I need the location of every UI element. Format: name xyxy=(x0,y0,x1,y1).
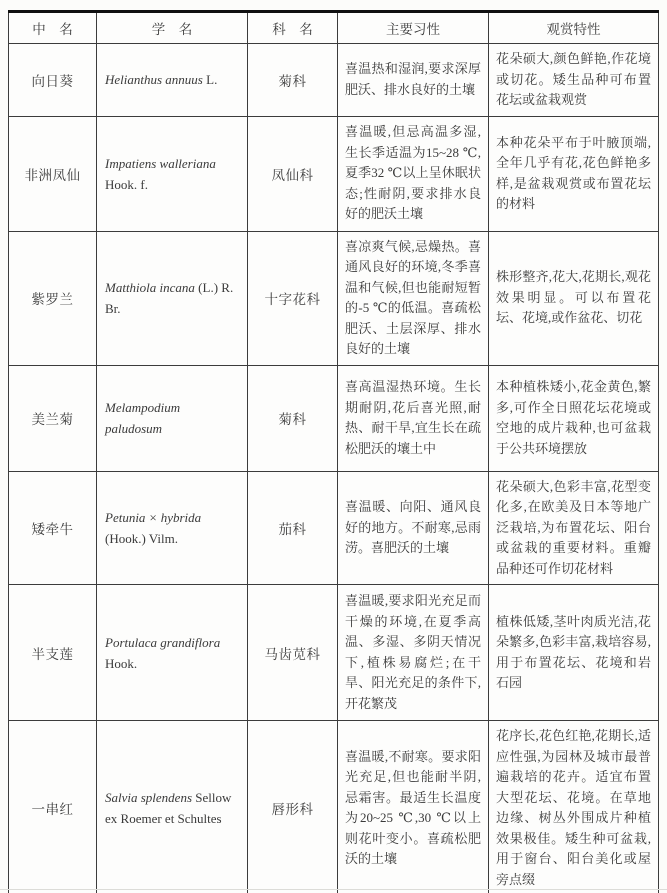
chinese-name-cell: 紫罗兰 xyxy=(9,231,97,365)
family-cell: 唇形科 xyxy=(248,721,338,893)
ornamental-cell: 花序长,花色红艳,花期长,适应性强,为园林及城市最普遍栽培的花卉。适宜布置大型花坛、花境。在草地边缘、树丛外围成片种植效果极佳。矮生种可盆栽,用于窗台、阳台美化或屋旁点缀 xyxy=(489,721,659,893)
header-chinese-name: 中 名 xyxy=(9,12,97,44)
habits-cell: 喜高温湿热环境。生长期耐阴,花后喜光照,耐热、耐干旱,宜生长在疏松肥沃的壤土中 xyxy=(338,365,489,471)
scientific-name-author: (Hook.) Vilm. xyxy=(105,530,179,546)
scientific-name-italic: Melampodium paludosum xyxy=(105,400,181,436)
scientific-name-author: Hook. xyxy=(105,655,138,671)
family-cell: 菊科 xyxy=(248,44,338,117)
scientific-name-cell xyxy=(97,116,248,231)
family-cell: 十字花科 xyxy=(248,231,338,365)
habits-cell: 喜温热和湿润,要求深厚肥沃、排水良好的土壤 xyxy=(338,44,489,117)
family-cell: 菊科 xyxy=(248,365,338,471)
scientific-name-author: (L.) R. Br. xyxy=(105,280,234,316)
table-row xyxy=(9,365,659,471)
table-row xyxy=(9,44,659,117)
header-ornamental-traits: 观赏特性 xyxy=(489,12,659,44)
ornamental-cell: 花朵硕大,颜色鲜艳,作花境或切花。矮生品种可布置花坛或盆栽观赏 xyxy=(489,44,659,117)
header-family-name: 科 名 xyxy=(248,12,338,44)
habits-cell: 喜凉爽气候,忌燥热。喜通风良好的环境,冬季喜温和气候,但也能耐短暂的-5 ℃的低温。喜疏松肥沃、土层深厚、排水良好的土壤 xyxy=(338,231,489,365)
header-row xyxy=(9,12,659,44)
ornamental-cell: 植株低矮,茎叶肉质光洁,花朵繁多,色彩丰富,栽培容易,用于布置花坛、花境和岩石园 xyxy=(489,585,659,721)
scientific-name-cell xyxy=(97,44,248,117)
scientific-name-author: Sellow ex Roemer et Schultes xyxy=(105,790,232,826)
table-body xyxy=(9,44,659,893)
scientific-name-cell xyxy=(97,471,248,585)
scientific-name-cell xyxy=(97,585,248,721)
header-main-habits: 主要习性 xyxy=(338,12,489,44)
habits-cell: 喜温暖,但忌高温多湿,生长季适温为15~28 ℃,夏季32 ℃以上呈休眠状态;性耐阴,要求排水良好的肥沃土壤 xyxy=(338,116,489,231)
chinese-name-cell: 一串红 xyxy=(9,721,97,893)
ornamental-cell: 株形整齐,花大,花期长,观花效果明显。可以布置花坛、花境,或作盆花、切花 xyxy=(489,231,659,365)
scientific-name-cell xyxy=(97,721,248,893)
header-scientific-name: 学 名 xyxy=(97,12,248,44)
chinese-name-cell: 向日葵 xyxy=(9,44,97,117)
table-row xyxy=(9,585,659,721)
family-cell: 马齿苋科 xyxy=(248,585,338,721)
family-cell: 茄科 xyxy=(248,471,338,585)
scientific-name-italic: Portulaca grandiflora xyxy=(105,634,221,650)
scientific-name-italic: Petunia × hybrida xyxy=(105,509,202,525)
table-header xyxy=(9,12,659,44)
page-edge-shadow xyxy=(0,889,667,890)
chinese-name-cell: 矮牵牛 xyxy=(9,471,97,585)
ornamental-cell: 花朵硕大,色彩丰富,花型变化多,在欧美及日本等地广泛栽培,为布置花坛、阳台或盆栽的重要材料。重瓣品种还可作切花材料 xyxy=(489,471,659,585)
scientific-name-italic: Impatiens walleriana xyxy=(105,155,216,171)
scientific-name-italic: Salvia splendens xyxy=(105,790,193,805)
plants-table xyxy=(8,10,659,893)
chinese-name-cell: 非洲凤仙 xyxy=(9,116,97,231)
table-row xyxy=(9,116,659,231)
ornamental-cell: 本种花朵平布于叶腋顶端,全年几乎有花,花色鲜艳多样,是盆栽观赏或布置花坛的材料 xyxy=(489,116,659,231)
scientific-name-italic: Helianthus annuus xyxy=(105,72,203,88)
scientific-name-italic: Matthiola incana xyxy=(105,280,195,295)
table-row xyxy=(9,471,659,585)
scientific-name-cell xyxy=(97,231,248,365)
table-row xyxy=(9,231,659,365)
scientific-name-author: Hook. f. xyxy=(105,176,148,192)
scientific-name-cell xyxy=(97,365,248,471)
scientific-name-author: L. xyxy=(206,72,218,88)
habits-cell: 喜温暖、向阳、通风良好的地方。不耐寒,忌雨涝。喜肥沃的土壤 xyxy=(338,471,489,585)
table-row xyxy=(9,721,659,893)
habits-cell: 喜温暖,要求阳光充足而干燥的环境,在夏季高温、多湿、多阴天情况下,植株易腐烂;在干旱、阳光充足的条件下,开花繁茂 xyxy=(338,585,489,721)
chinese-name-cell: 美兰菊 xyxy=(9,365,97,471)
ornamental-cell: 本种植株矮小,花金黄色,繁多,可作全日照花坛花境或空地的成片栽种,也可盆栽于公共环境摆放 xyxy=(489,365,659,471)
family-cell: 凤仙科 xyxy=(248,116,338,231)
habits-cell: 喜温暖,不耐寒。要求阳光充足,但也能耐半阴,忌霜害。最适生长温度为20~25 ℃,30 ℃以上则花叶变小。喜疏松肥沃的土壤 xyxy=(338,721,489,893)
chinese-name-cell: 半支莲 xyxy=(9,585,97,721)
